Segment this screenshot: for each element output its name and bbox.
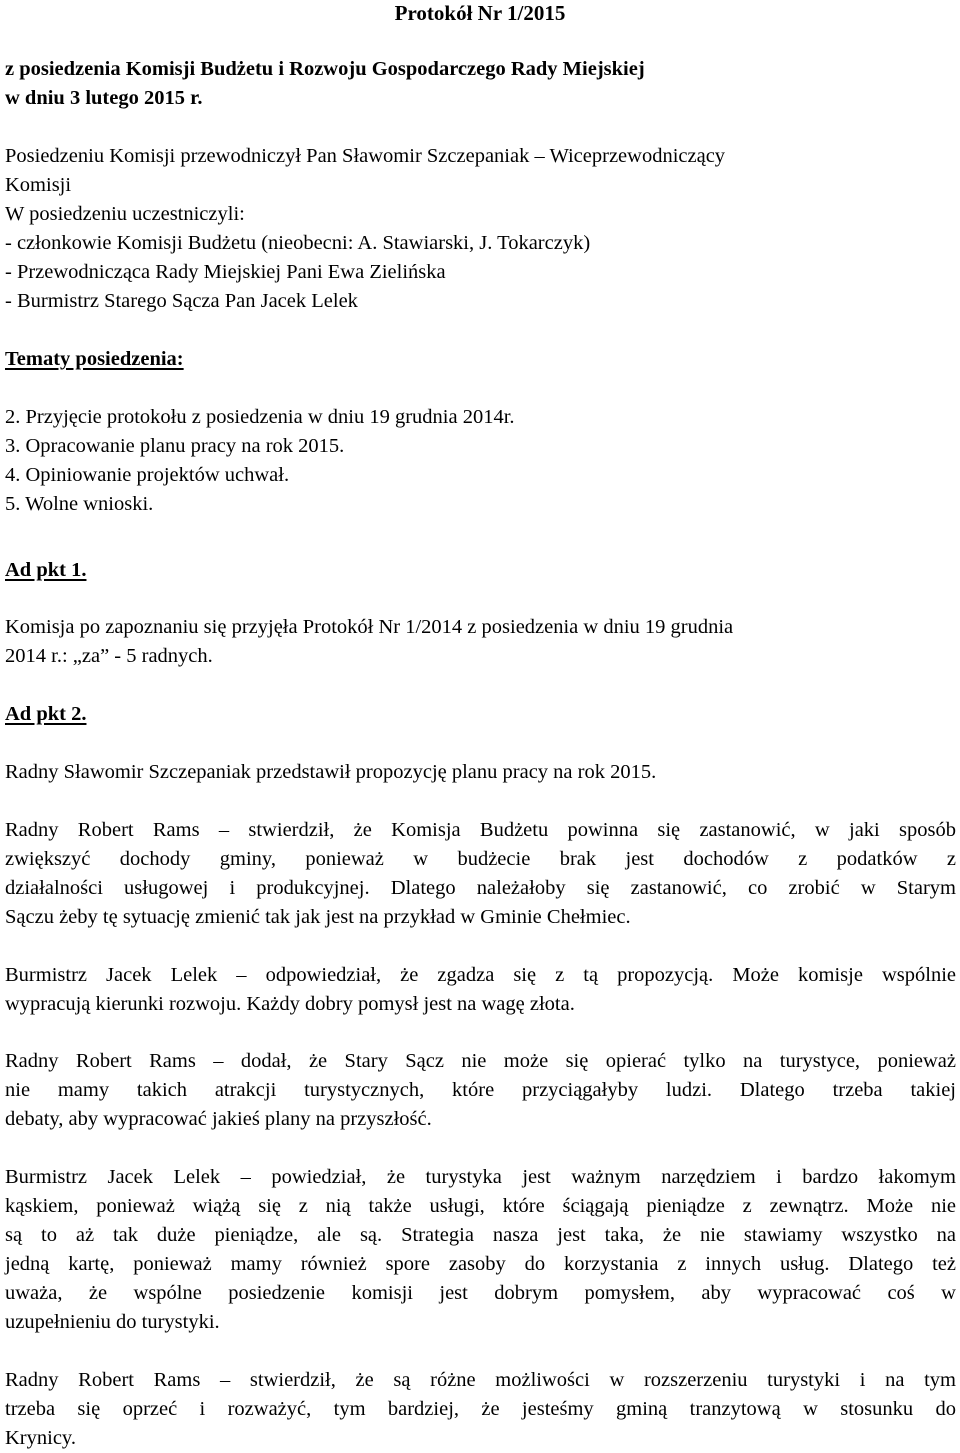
paragraph-line: Burmistrz Jacek Lelek – odpowiedział, że zgadza się z tą propozycją. Może komisje wspólnie [5,964,956,986]
participant-item: - Przewodnicząca Rady Miejskiej Pani Ewa Zielińska [5,261,446,283]
chair-line-1: Posiedzeniu Komisji przewodniczył Pan Sławomir Szczepaniak – Wiceprzewodniczący [5,145,726,167]
participant-item: - Burmistrz Starego Sącza Pan Jacek Lelek [5,290,358,312]
topic-item: 2. Przyjęcie protokołu z posiedzenia w dniu 19 grudnia 2014r. [5,406,515,428]
pkt2-line-1: Radny Sławomir Szczepaniak przedstawił propozycję planu pracy na rok 2015. [5,761,657,783]
paragraph-line: Radny Robert Rams – stwierdził, że są różne możliwości w rozszerzeniu turystyki i na tym [5,1369,956,1391]
paragraph-line: działalności usługowej i produkcyjnej. Dlatego należałoby się zastanowić, co zrobić w Starym [5,877,956,899]
paragraph-line: zwiększyć dochody gminy, ponieważ w budżecie brak jest dochodów z podatków z [5,848,956,870]
participants-label: W posiedzeniu uczestniczyli: [5,203,245,225]
chair-line-2: Komisji [5,174,72,196]
paragraph-line: jedną kartę, ponieważ mamy również spore zasoby do korzystania z innych usług. Dlatego też [5,1253,956,1275]
topic-item: 3. Opracowanie planu pracy na rok 2015. [5,435,345,457]
topics-heading: Tematy posiedzenia: [5,348,184,370]
paragraph-line: Radny Robert Rams – dodał, że Stary Sącz nie może się opierać tylko na turystyce, ponieważ [5,1050,956,1072]
document-title: Protokół Nr 1/2015 [394,1,566,25]
pkt1-line-2: 2014 r.: „za” - 5 radnych. [5,645,213,667]
subtitle-line-2: w dniu 3 lutego 2015 r. [5,87,203,109]
paragraph-line: wypracują kierunki rozwoju. Każdy dobry pomysł jest na wagę złota. [5,993,575,1015]
pkt1-line-1: Komisja po zapoznaniu się przyjęła Protokół Nr 1/2014 z posiedzenia w dniu 19 grudnia [5,616,734,638]
pkt1-heading: Ad pkt 1. [5,559,87,581]
topic-item: 5. Wolne wnioski. [5,493,154,515]
paragraph-line: debaty, aby wypracować jakieś plany na przyszłość. [5,1108,432,1130]
paragraph-line: Radny Robert Rams – stwierdził, że Komisja Budżetu powinna się zastanowić, w jaki sposób [5,819,956,841]
paragraph-line: Burmistrz Jacek Lelek – powiedział, że turystyka jest ważnym narzędziem i bardzo łakomym [5,1166,956,1188]
paragraph-line: Sączu żeby tę sytuację zmienić tak jak jest na przykład w Gminie Chełmiec. [5,906,631,928]
paragraph-line: Krynicy. [5,1427,76,1449]
pkt2-heading: Ad pkt 2. [5,703,87,725]
paragraph-line: uzupełnieniu do turystyki. [5,1311,220,1333]
paragraph-line: kąskiem, ponieważ wiążą się z nią także usługi, które ściągają pieniądze z zewnątrz. Może nie [5,1195,956,1217]
subtitle-line-1: z posiedzenia Komisji Budżetu i Rozwoju Gospodarczego Rady Miejskiej [5,58,645,80]
paragraph-line: nie mamy takich atrakcji turystycznych, które przyciągałyby ludzi. Dlatego trzeba takiej [5,1079,956,1101]
topic-item: 4. Opiniowanie projektów uchwał. [5,464,290,486]
paragraph-line: są to aż tak duże pieniądze, ale są. Strategia nasza jest taka, że nie stawiamy wszystko na [5,1224,956,1246]
participant-item: - członkowie Komisji Budżetu (nieobecni: A. Stawiarski, J. Tokarczyk) [5,232,591,254]
paragraph-line: uważa, że wspólne posiedzenie komisji jest dobrym pomysłem, aby wypracować coś w [5,1282,956,1304]
paragraph-line: trzeba się oprzeć i rozważyć, tym bardziej, że jesteśmy gminą tranzytową w stosunku do [5,1398,956,1420]
